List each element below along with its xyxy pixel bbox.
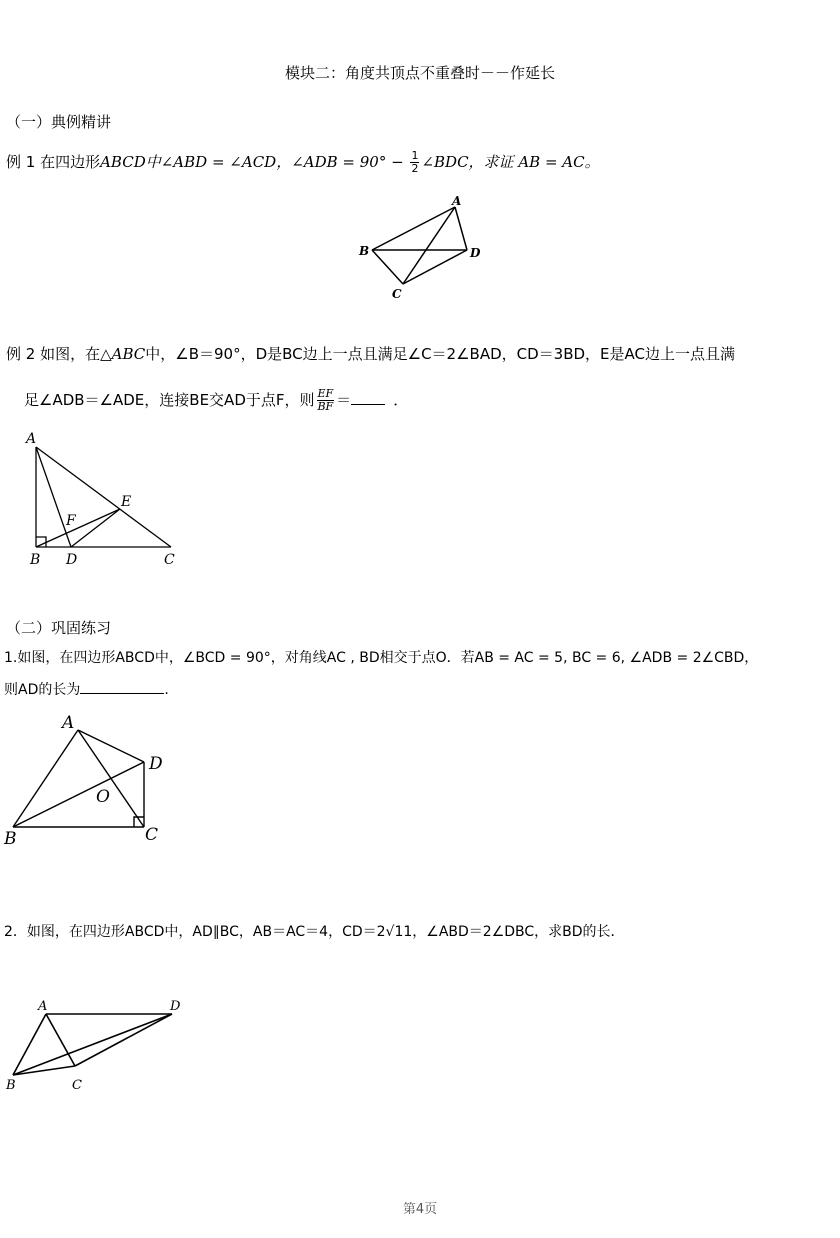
fig1-label-d: D <box>470 246 481 260</box>
q1-line-2 <box>4 680 169 700</box>
ex2-line1-b: 中，∠B＝90°，D是BC边上一点且满足∠C＝2∠BAD，CD＝3BD，E是AC边上一点且满 <box>145 345 735 363</box>
figure-3 <box>0 710 180 855</box>
ex1-fraction <box>410 150 419 175</box>
fig4-edge-bc <box>13 1066 75 1075</box>
fig2-edge-ac <box>36 447 171 547</box>
ex1-frac-den: 2 <box>411 162 419 175</box>
fig4-label-b: B <box>6 1078 16 1093</box>
ex2-triangle-name: ABC <box>111 345 146 363</box>
q1-line2-end: . <box>164 682 169 698</box>
fig2-label-d: D <box>66 552 78 568</box>
section-heading-examples: （一）典例精讲 <box>6 113 112 131</box>
q1-answer-blank[interactable] <box>80 693 164 694</box>
ex1-mid2: ∠BDC，求证 <box>421 153 514 171</box>
ex1-prefix: 例 1 在四边形 <box>6 153 101 171</box>
q1-line-1: 1.如图，在四边形ABCD中，∠BCD = 90°，对角线AC , BD相交于点O．若AB = AC = 5, BC = 6, ∠ADB = 2∠CBD， <box>4 650 759 666</box>
fig1-label-a: A <box>452 194 462 208</box>
fig3-label-b: B <box>4 829 17 849</box>
fig2-label-b: B <box>30 552 41 568</box>
example-1-text <box>6 150 600 175</box>
ex2-fraction <box>317 388 335 413</box>
example-2-line-1 <box>6 344 735 364</box>
ex2-frac-den: BF <box>317 400 334 413</box>
ex2-frac-num: EF <box>317 387 334 400</box>
ex1-tail: AB = AC。 <box>518 153 600 171</box>
page-title: 模块二：角度共顶点不重叠时－－作延长 <box>284 64 555 82</box>
fig4-label-d: D <box>170 999 181 1014</box>
fig1-label-b: B <box>359 244 370 258</box>
fig1-diag-ac <box>403 207 455 284</box>
fig3-label-c: C <box>145 825 159 845</box>
ex2-period: ． <box>393 391 409 409</box>
fig4-label-c: C <box>72 1078 82 1093</box>
section-heading-practice: （二）巩固练习 <box>6 619 112 637</box>
fig4-edge-cd <box>75 1014 172 1066</box>
figure-2 <box>20 425 190 575</box>
fig1-label-c: C <box>392 287 402 301</box>
ex2-answer-blank[interactable] <box>351 404 385 405</box>
ex1-quad-name: ABCD <box>100 153 146 171</box>
ex2-line1-a: 例 2 如图，在△ <box>6 345 112 363</box>
fig3-edge-ad <box>78 730 144 762</box>
fig1-edge-ab <box>372 207 455 250</box>
fig3-label-o: O <box>96 787 110 807</box>
fig3-edge-ab <box>13 730 78 827</box>
fig3-label-d: D <box>149 754 163 774</box>
q2-text: 2．如图，在四边形ABCD中，AD∥BC，AB＝AC＝4，CD＝2√11，∠ABD＝2∠DBC，求BD的长． <box>4 924 625 940</box>
ex1-frac-num: 1 <box>411 149 419 162</box>
fig2-label-c: C <box>164 552 175 568</box>
fig3-label-a: A <box>62 713 75 733</box>
fig2-label-e: E <box>121 494 132 510</box>
fig4-diag-bd <box>13 1014 172 1075</box>
fig1-edge-cd <box>403 250 467 284</box>
figure-4 <box>0 990 190 1095</box>
q1-line2-text: 则AD的长为 <box>4 682 81 698</box>
fig4-label-a: A <box>38 999 48 1014</box>
fig1-edge-bc <box>372 250 403 284</box>
fig2-segment-ad <box>36 447 71 547</box>
fig4-edge-ab <box>13 1014 46 1075</box>
fig2-label-f: F <box>66 513 76 529</box>
fig2-label-a: A <box>26 431 37 447</box>
fig3-diag-bd <box>13 762 144 827</box>
ex2-equals: ＝ <box>336 391 352 409</box>
fig2-right-angle-mark <box>36 537 46 547</box>
fig1-edge-ad <box>455 207 467 250</box>
figure-1 <box>350 190 490 305</box>
page-number: 第4页 <box>402 1202 438 1217</box>
fig4-diag-ac <box>46 1014 75 1066</box>
ex1-mid1: 中∠ABD = ∠ACD，∠ADB = 90° − <box>145 153 404 171</box>
example-2-line-2 <box>24 388 408 413</box>
ex2-line2-a: 足∠ADB＝∠ADE，连接BE交AD于点F，则 <box>24 391 315 409</box>
